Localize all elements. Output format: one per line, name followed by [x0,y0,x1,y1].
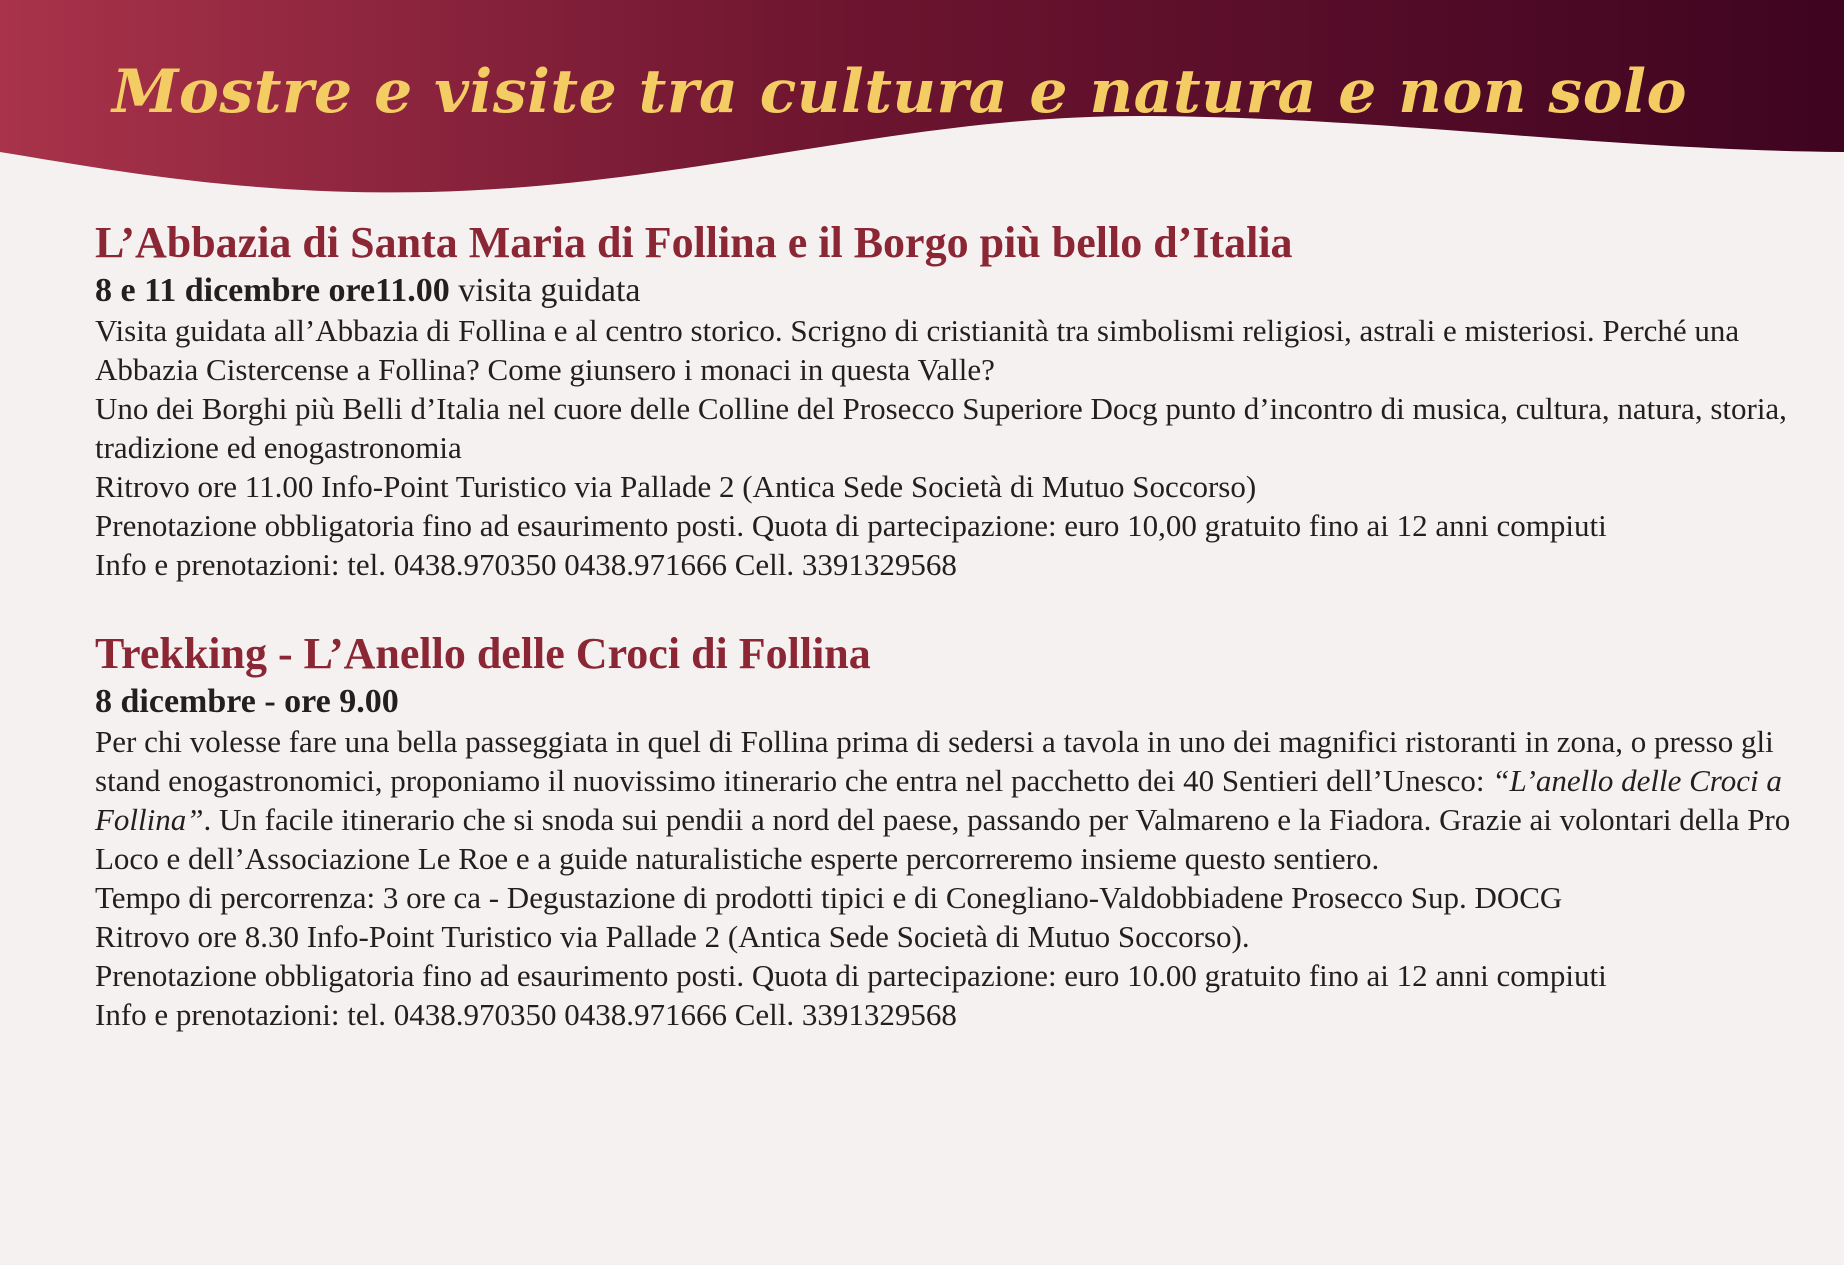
event-description [95,722,1795,878]
events-list [95,215,1795,1034]
event-booking-info: Prenotazione obbligatoria fino ad esaurimento posti. Quota di partecipazione: euro 10.00 gratuito fino ai 12 anni compiuti [95,958,1607,993]
event-description: Uno dei Borghi più Belli d’Italia nel cuore delle Colline del Prosecco Superiore Docg punto d’incontro di musica, cultura, natura, storia, tradizione ed enogastronomia [95,391,1787,465]
event-duration: Tempo di percorrenza: 3 ore ca - Degustazione di prodotti tipici e di Conegliano-Valdobbiadene Prosecco Sup. DOCG [95,880,1563,915]
trail-name: “L’anello delle Croci a Follina” [95,763,1782,837]
intro-text-continued: . Un facile itinerario che si snoda sui pendii a nord del paese, passando per Valmareno e la Fiadora. Grazie ai volontari della Pro Loco e dell’Associazione Le Roe e a guide naturalistiche esperte percorreremo insieme questo sentiero. [95,802,1791,876]
event-contact-info: Info e prenotazioni: tel. 0438.970350 0438.971666 Cell. 3391329568 [95,997,957,1032]
event-meeting-point: Ritrovo ore 11.00 Info-Point Turistico via Pallade 2 (Antica Sede Società di Mutuo Soccorso) [95,469,1257,504]
event-trekking [95,626,1795,1034]
event-date-time [95,271,1795,311]
event-date-time [95,682,1795,722]
intro-text: Per chi volesse fare una bella passeggiata in quel di Follina prima di sedersi a tavola in uno dei magnifici ristoranti in zona, o presso gli stand enogastronomici, proponiamo il nuovissimo itinerario che entra nel pacchetto dei 40 Sentieri dell’Unesco: [95,724,1774,798]
event-description: Visita guidata all’Abbazia di Follina e al centro storico. Scrigno di cristianità tra simbolismi religiosi, astrali e misteriosi. Perché una Abbazia Cistercense a Follina? Come giunsero i monaci in questa Valle? [95,313,1740,387]
header-banner [0,0,1844,210]
event-contact-info: Info e prenotazioni: tel. 0438.970350 0438.971666 Cell. 3391329568 [95,547,957,582]
event-abbazia [95,215,1795,584]
event-date-bold: 8 dicembre - ore 9.00 [95,683,399,720]
page-title: Mostre e visite tra cultura e natura e non solo [112,57,1688,127]
event-title: Trekking - L’Anello delle Croci di Follina [95,629,871,678]
event-title: L’Abbazia di Santa Maria di Follina e il Borgo più bello d’Italia [95,218,1293,267]
event-booking-info: Prenotazione obbligatoria fino ad esaurimento posti. Quota di partecipazione: euro 10,00 gratuito fino ai 12 anni compiuti [95,508,1607,543]
event-date-bold: 8 e 11 dicembre ore11.00 [95,272,450,309]
event-date-note: visita guidata [449,272,641,309]
event-meeting-point: Ritrovo ore 8.30 Info-Point Turistico via Pallade 2 (Antica Sede Società di Mutuo Soccorso). [95,919,1250,954]
